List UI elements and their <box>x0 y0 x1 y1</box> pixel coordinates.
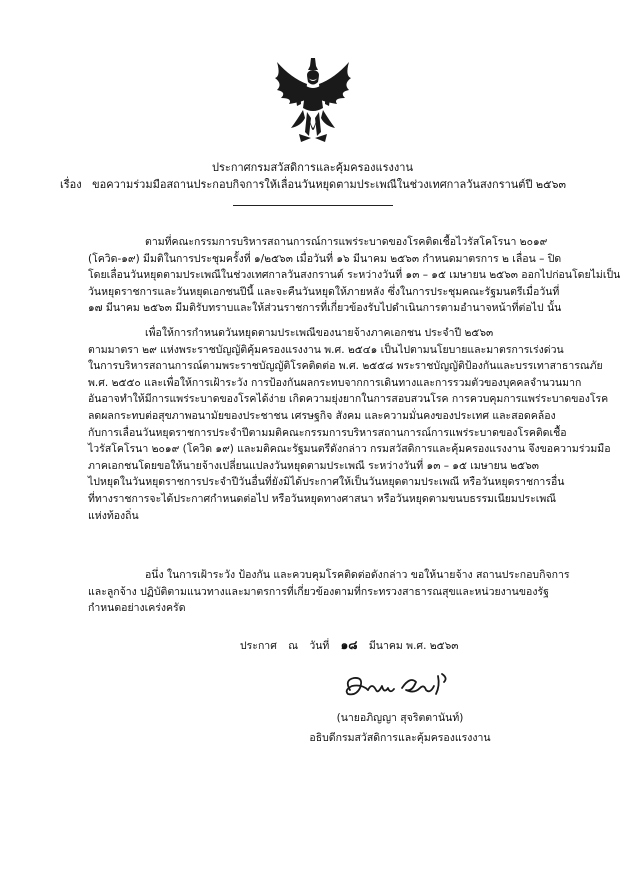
paragraph-line: และลูกจ้าง ปฏิบัติตามแนวทางและมาตรการที่เกี่ยวข้องตามที่กระทรวงสาธารณสุขและหน่วยงานของรัฐ <box>88 585 549 598</box>
subject-text: ขอความร่วมมือสถานประกอบกิจการให้เลื่อนวันหยุดตามประเพณีในช่วงเทศกาลวันสงกรานต์ปี ๒๕๖๓ <box>92 178 566 191</box>
announce-day-label: วันที่ <box>309 640 330 652</box>
paragraph-line: ลดผลกระทบต่อสุขภาพอนามัยของประชาชน เศรษฐกิจ สังคม และความมั่นคงของประเทศ และสอดคล้อง <box>88 409 556 422</box>
paragraph-line: วันหยุดราชการและวันหยุดเอกชนปีนี้ และจะคืนวันหยุดให้ภายหลัง ซึ่งในการประชุมคณะรัฐมนตรีเมื่อวันที่ <box>88 285 560 298</box>
paragraph-1 <box>88 234 621 317</box>
announce-at: ณ <box>288 640 298 652</box>
paragraph-line: ๑๗ มีนาคม ๒๕๖๓ มีมติรับทราบและให้ส่วนราชการที่เกี่ยวข้องรับไปดำเนินการตามอำนาจหน้าที่ต่อไป นั้น <box>88 302 562 315</box>
paragraph-line: อันอาจทำให้มีการแพร่ระบาดของโรคได้ง่าย เกิดความยุ่งยากในการสอบสวนโรค การควบคุมการแพร่ระบาดของโรค <box>88 393 609 406</box>
paragraph-line: ตามที่คณะกรรมการบริหารสถานการณ์การแพร่ระบาดของโรคติดเชื้อไวรัสโคโรนา ๒๐๑๙ <box>145 236 548 248</box>
paragraph-line: ภาคเอกชนโดยขอให้นายจ้างเปลี่ยนแปลงวันหยุดตามประเพณี ระหว่างวันที่ ๑๓ – ๑๕ เมษายน ๒๕๖๓ <box>88 459 539 472</box>
signer-name: (นายอภิญญา สุจริตตานันท์) <box>336 712 464 724</box>
paragraph-line: กับการเลื่อนวันหยุดราชการประจำปีตามมติคณะกรรมการบริหารสถานการณ์การแพร่ระบาดของโรคติดเชื้อ <box>88 426 567 439</box>
paragraph-line: อนึ่ง ในการเฝ้าระวัง ป้องกัน และควบคุมโรคติดต่อดังกล่าว ขอให้นายจ้าง สถานประกอบกิจการ <box>145 569 570 581</box>
paragraph-line: แห่งท้องถิ่น <box>88 509 139 522</box>
garuda-emblem-icon <box>271 56 355 146</box>
paragraph-line: ไวรัสโคโรนา ๒๐๑๙ (โควิด ๑๙) และมติคณะรัฐมนตรีดังกล่าว กรมสวัสดิการและคุ้มครองแรงงาน จึงขอความร่วมมือ <box>88 443 611 456</box>
paragraph-2 <box>88 325 611 524</box>
announce-day: ๑๘ <box>340 638 358 652</box>
handwritten-signature <box>340 668 460 706</box>
announcement-title: ประกาศกรมสวัสดิการและคุ้มครองแรงงาน <box>212 161 413 174</box>
paragraph-line: ที่ทางราชการจะได้ประกาศกำหนดต่อไป หรือวันหยุดทางศาสนา หรือวันหยุดตามขนบธรรมเนียมประเพณี <box>88 492 557 505</box>
paragraph-line: โดยเลื่อนวันหยุดตามประเพณีในช่วงเทศกาลวันสงกรานต์ ระหว่างวันที่ ๑๓ – ๑๕ เมษายน ๒๕๖๓ ออกไปก่อนโดยไม่เป็น <box>88 269 621 282</box>
signer-position: อธิบดีกรมสวัสดิการและคุ้มครองแรงงาน <box>309 732 491 744</box>
paragraph-line: พ.ศ. ๒๕๕๐ และเพื่อให้การเฝ้าระวัง การป้องกันผลกระทบจากการเดินทางและการรวมตัวของบุคคลจำนวนมาก <box>88 376 582 389</box>
announce-label: ประกาศ <box>240 640 277 652</box>
paragraph-line: ในการบริหารสถานการณ์ตามพระราชบัญญัติโรคติดต่อ พ.ศ. ๒๕๕๘ พระราชบัญญัติป้องกันและบรรเทาสาธารณภัย <box>88 360 603 373</box>
paragraph-line: ตามมาตรา ๒๙ แห่งพระราชบัญญัติคุ้มครองแรงงาน พ.ศ. ๒๕๔๑ เป็นไปตามนโยบายและมาตรการเร่งด่วน <box>88 343 564 356</box>
subject-label: เรื่อง <box>60 178 82 191</box>
paragraph-3 <box>88 567 570 617</box>
subject-line <box>60 177 565 193</box>
divider <box>233 205 393 206</box>
paragraph-line: กำหนดอย่างเคร่งครัด <box>88 602 186 615</box>
paragraph-line: (โควิด-๑๙) มีมติในการประชุมครั้งที่ ๑/๒๕๖๓ เมื่อวันที่ ๑๖ มีนาคม ๒๕๖๓ กำหนดมาตรการ ๒ เลื่อน – ปิด <box>88 252 562 265</box>
announce-month-year: มีนาคม พ.ศ. ๒๕๖๓ <box>368 640 459 652</box>
paragraph-line: ไปหยุดในวันหยุดราชการประจำปีวันอื่นที่ยังมิได้ประกาศให้เป็นวันหยุดตามประเพณี หรือวันหยุดราชการอื่น <box>88 476 565 489</box>
announcement-date <box>240 637 466 654</box>
paragraph-line: เพื่อให้การกำหนดวันหยุดตามประเพณีของนายจ้างภาคเอกชน ประจำปี ๒๕๖๓ <box>145 327 494 339</box>
